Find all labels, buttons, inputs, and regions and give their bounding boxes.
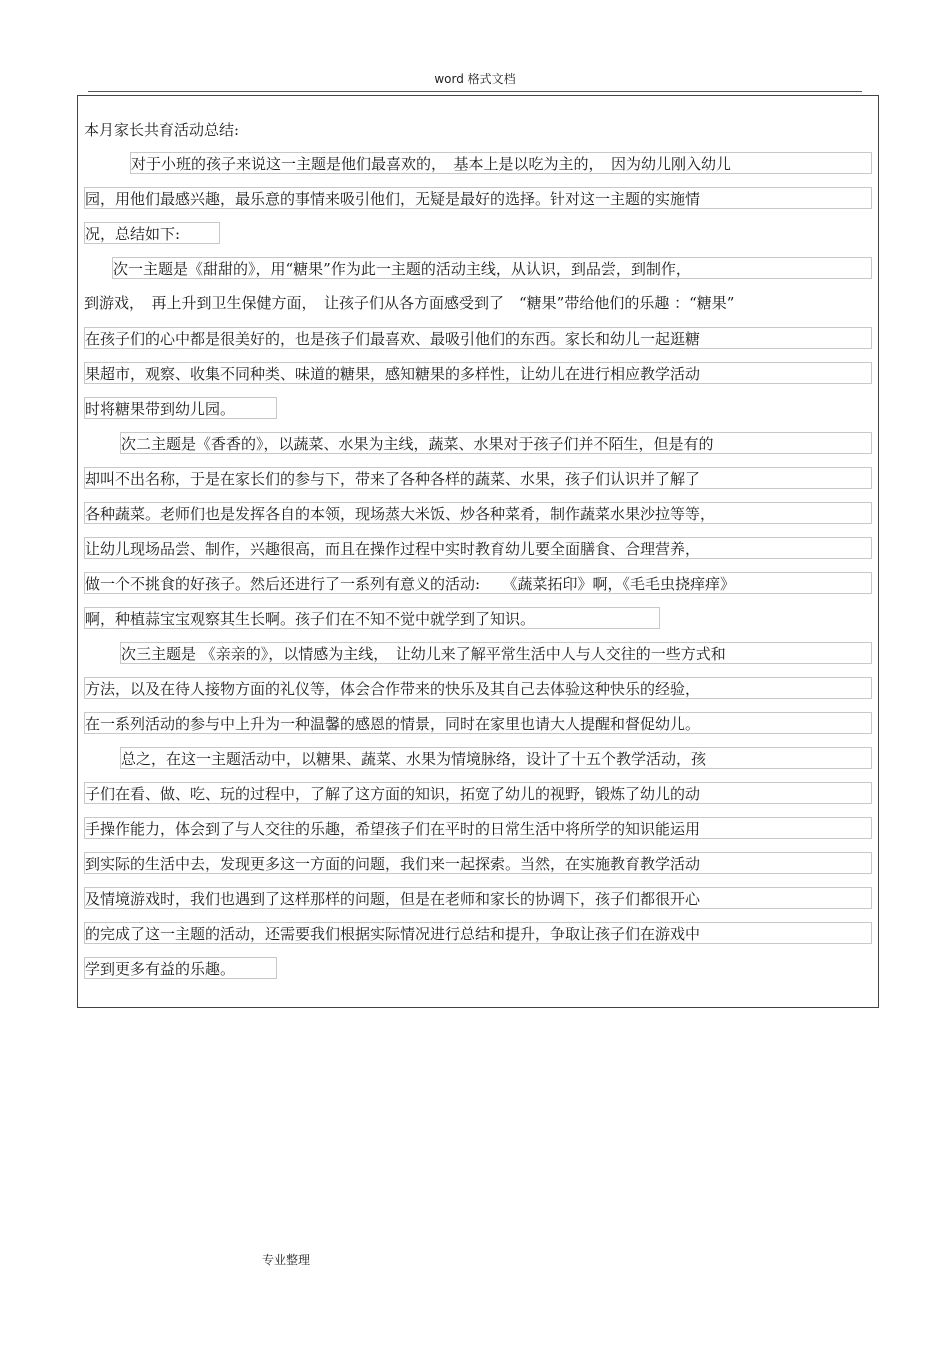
paragraph-5-line-4: 到实际的生活中去，发现更多这一方面的问题，我们来一起探索。当然，在实施教育教学活动 (84, 852, 872, 874)
paragraph-2-line-2: 到游戏， 再上升到卫生保健方面， 让孩子们从各方面感受到了 “糖果”带给他们的乐趣 ：“糖果” (84, 294, 735, 312)
paragraph-3-line-4: 让幼儿现场品尝、制作，兴趣很高，而且在操作过程中实时教育幼儿要全面膳食、合理营养， (84, 537, 872, 559)
page-header: word 格式文档 (434, 72, 516, 86)
paragraph-5-line-3: 手操作能力，体会到了与人交往的乐趣，希望孩子们在平时的日常生活中将所学的知识能运用 (84, 817, 872, 839)
paragraph-4-line-2: 方法，以及在待人接物方面的礼仪等，体会合作带来的快乐及其自己去体验这种快乐的经验， (84, 677, 872, 699)
paragraph-2-line-1: 次一主题是《甜甜的》，用“糖果”作为此一主题的活动主线，从认识，到品尝，到制作， (112, 257, 872, 279)
document-title: 本月家长共育活动总结: (84, 121, 240, 139)
paragraph-2-line-5: 时将糖果带到幼儿园。 (84, 397, 277, 419)
paragraph-5-line-7: 学到更多有益的乐趣。 (84, 957, 277, 979)
paragraph-2-line-3: 在孩子们的心中都是很美好的，也是孩子们最喜欢、最吸引他们的东西。家长和幼儿一起逛糖 (84, 327, 872, 349)
paragraph-4-line-3: 在一系列活动的参与中上升为一种温馨的感恩的情景，同时在家里也请大人提醒和督促幼儿。 (84, 712, 872, 734)
paragraph-1-line-1: 对于小班的孩子来说这一主题是他们最喜欢的， 基本上是以吃为主的， 因为幼儿刚入幼儿 (130, 152, 872, 174)
header-divider (88, 91, 862, 92)
paragraph-4-line-1: 次三主题是 《亲亲的》，以情感为主线， 让幼儿来了解平常生活中人与人交往的一些方式和 (120, 642, 872, 664)
paragraph-1-line-2: 园，用他们最感兴趣，最乐意的事情来吸引他们，无疑是最好的选择。针对这一主题的实施情 (84, 187, 872, 209)
paragraph-3-line-2: 却叫不出名称，于是在家长们的参与下，带来了各种各样的蔬菜、水果，孩子们认识并了解了 (84, 467, 872, 489)
paragraph-3-line-5: 做一个不挑食的好孩子。然后还进行了一系列有意义的活动: 《蔬菜拓印》啊，《毛毛虫挠痒痒》 (84, 572, 872, 594)
paragraph-3-line-3: 各种蔬菜。老师们也是发挥各自的本领，现场蒸大米饭、炒各种菜肴，制作蔬菜水果沙拉等等， (84, 502, 872, 524)
paragraph-1-line-3: 况，总结如下: (84, 222, 220, 244)
page-footer: 专业整理 (262, 1253, 311, 1267)
paragraph-5-line-5: 及情境游戏时，我们也遇到了这样那样的问题，但是在老师和家长的协调下，孩子们都很开心 (84, 887, 872, 909)
paragraph-3-line-6: 啊，种植蒜宝宝观察其生长啊。孩子们在不知不觉中就学到了知识。 (84, 607, 660, 629)
paragraph-5-line-2: 子们在看、做、吃、玩的过程中，了解了这方面的知识，拓宽了幼儿的视野，锻炼了幼儿的动 (84, 782, 872, 804)
paragraph-2-line-4: 果超市，观察、收集不同种类、味道的糖果，感知糖果的多样性，让幼儿在进行相应教学活动 (84, 362, 872, 384)
paragraph-3-line-1: 次二主题是《香香的》，以蔬菜、水果为主线，蔬菜、水果对于孩子们并不陌生，但是有的 (120, 432, 872, 454)
paragraph-5-line-6: 的完成了这一主题的活动，还需要我们根据实际情况进行总结和提升，争取让孩子们在游戏中 (84, 922, 872, 944)
paragraph-5-line-1: 总之，在这一主题活动中，以糖果、蔬菜、水果为情境脉络，设计了十五个教学活动，孩 (120, 747, 872, 769)
